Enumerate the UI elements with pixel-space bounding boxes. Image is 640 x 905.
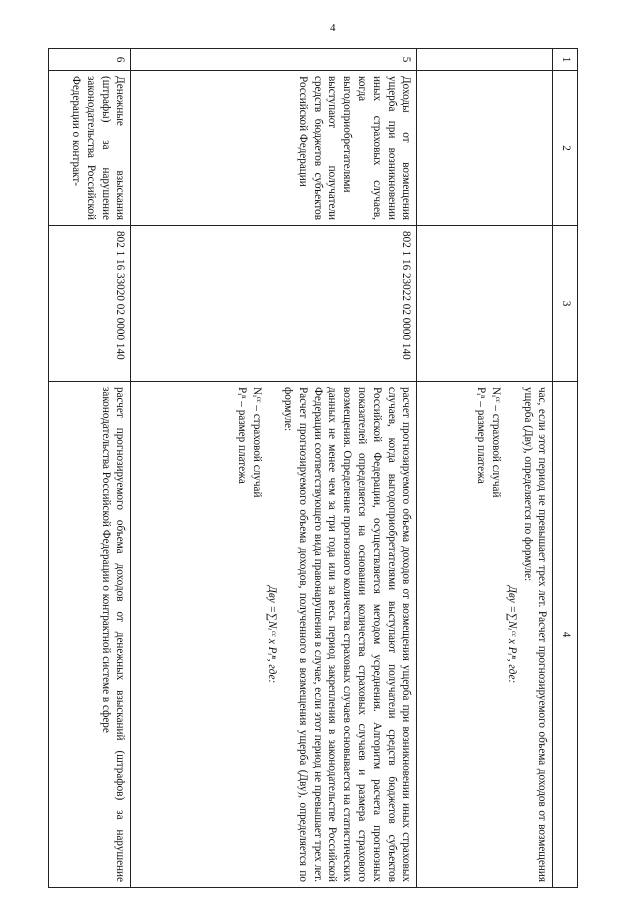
header-col-4: 4 bbox=[553, 382, 578, 888]
rotated-table-container bbox=[48, 48, 578, 888]
revenue-code: 802 1 16 23022 02 0000 140 bbox=[131, 226, 417, 382]
table-header-row bbox=[553, 49, 578, 888]
revenue-table bbox=[48, 48, 578, 888]
row-number: 5 bbox=[131, 49, 417, 71]
method-text: расчет прогнозируемого объема доходов от денежных взысканий (штрафов) за нарушение законодательства Российской Федерации о контрактной системе в сфере bbox=[49, 382, 131, 888]
revenue-name: Доходы от возмещения ущерба при возникновении иных страховых случаев, когда выгодоприобретателями выступают получатели средств бюджетов субъектов Российской Федерации bbox=[131, 71, 417, 226]
header-col-1: 1 bbox=[553, 49, 578, 71]
definition-2: Pᵢⁿ – размер платежа bbox=[235, 387, 248, 484]
table-row bbox=[49, 49, 131, 888]
cell-empty bbox=[417, 71, 553, 226]
definition-1: Nᵢᶜᶜ – страховой случай bbox=[490, 387, 503, 498]
formula: Дву =∑Nᵢᶜᶜ x Pᵢⁿ, где: bbox=[266, 585, 279, 684]
definition-2: Pᵢⁿ – размер платежа bbox=[475, 387, 488, 484]
cell-empty bbox=[417, 49, 553, 71]
formula: Дву =∑Nᵢᶜᶜ x Pᵢⁿ, где: bbox=[505, 585, 518, 684]
revenue-code: 802 1 16 33020 02 0000 140 bbox=[49, 226, 131, 382]
page-number: 4 bbox=[330, 22, 336, 34]
table-row bbox=[131, 49, 417, 888]
header-col-2: 2 bbox=[553, 71, 578, 226]
definition-1: Nᵢᶜᶜ – страховой случай bbox=[250, 387, 263, 498]
method-text: час, если этот период не превышает трех лет. Расчет прогнозируемого объема доходов от возмещения ущерба (Дву), определяется по формуле: bbox=[521, 387, 549, 882]
cell-empty bbox=[417, 226, 553, 382]
method-text: расчет прогнозируемого объема доходов от возмещения ущерба при возникновении иных страховых случаев, когда выгодоприобретателями выступают получатели средств бюджетов субъектов Российской Федерации, осуществляется методом усреднения. Алгоритм расчета прогнозных показателей определяется на основании количества страховых случаев и размера страхового возмещения. Определение прогнозного количества страховых случаев основывается на статистических данных не менее чем за три года или за весь период закрепления в законодательстве Российской Федерации соответствующего вида правонарушения в случае, если этот период не превышает трех лет. Расчет прогнозируемого объема доходов, полученного в возмещения ущерба (Дву), определяется по формуле: bbox=[282, 387, 413, 882]
table-row-continuation bbox=[417, 49, 553, 888]
cell-method-continuation bbox=[417, 382, 553, 888]
cell-method bbox=[131, 382, 417, 888]
header-col-3: 3 bbox=[553, 226, 578, 382]
revenue-name: Денежные взыскания (штрафы) за нарушение законодательства Российской Федерации о контракт- bbox=[49, 71, 131, 226]
row-number: 6 bbox=[49, 49, 131, 71]
